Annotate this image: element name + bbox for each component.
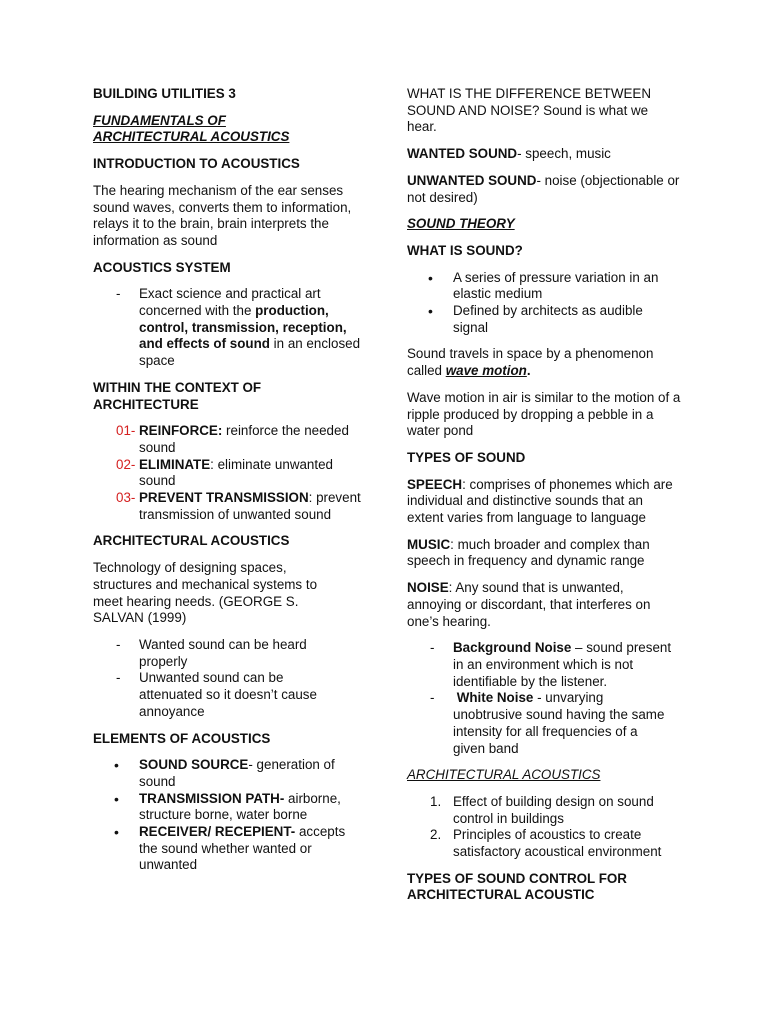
- item-text: - generation of sound: [139, 757, 335, 789]
- item-bold: MUSIC: [407, 536, 451, 552]
- what-is-sound-list: [407, 270, 681, 337]
- types-of-sound-heading: TYPES OF SOUND: [407, 449, 526, 465]
- item-text: reinforce the needed sound: [139, 423, 349, 455]
- item-text: : eliminate unwanted sound: [139, 456, 333, 489]
- elements-heading: ELEMENTS OF ACOUSTICS: [93, 730, 271, 746]
- arch-acoustics-list: [93, 637, 365, 721]
- item-bold: SOUND SOURCE: [139, 757, 249, 773]
- arch-acoustics-numbered-list: [407, 794, 681, 861]
- item-number: 1.: [430, 793, 442, 809]
- item-text: - noise (objectionable or not desired): [407, 172, 680, 205]
- item-text: Sound travels in space by a phenomenon called: [407, 346, 654, 379]
- item-text: in an enclosed space: [139, 336, 361, 369]
- elements-list: [93, 757, 365, 874]
- sound-theory-heading: SOUND THEORY: [407, 216, 515, 232]
- noise-text: [407, 580, 681, 630]
- list-item: • A series of pressure variation in an elastic medium: [407, 270, 681, 303]
- list-item: [93, 457, 365, 490]
- list-item: [93, 286, 365, 370]
- item-bold: REINFORCE:: [139, 423, 223, 439]
- sound-control-heading: TYPES OF SOUND CONTROL FOR ARCHITECTURAL ACOUSTIC: [407, 870, 627, 903]
- item-bold: RECEIVER/ RECEPIENT-: [139, 824, 296, 840]
- item-text: : comprises of phonemes which are individual and distinctive sounds that an extent varies from language to language: [407, 476, 673, 526]
- noise-list: [407, 640, 681, 757]
- topic-title: FUNDAMENTALS OF ARCHITECTURAL ACOUSTICS: [93, 112, 290, 145]
- item-emphasis: wave motion: [445, 363, 527, 379]
- item-text: airborne, structure borne, water borne: [139, 790, 341, 823]
- item-text: : Any sound that is unwanted, annoying or discordant, that interferes on one’s hearing.: [407, 580, 651, 629]
- item-number: 03-: [116, 490, 136, 506]
- list-item: [407, 827, 681, 860]
- item-text: : much broader and complex than speech in frequency and dynamic range: [407, 536, 650, 569]
- item-bold: WANTED SOUND: [407, 146, 518, 162]
- item-bold: White Noise: [453, 690, 534, 706]
- item-text: accepts the sound whether wanted or unwanted: [139, 824, 346, 873]
- right-column: [407, 86, 681, 904]
- speech-text: [407, 477, 681, 527]
- wave-analogy-text: Wave motion in air is similar to the motion of a ripple produced by dropping a pebble in a water pond: [407, 389, 681, 439]
- wanted-sound: [407, 146, 681, 163]
- what-is-sound-heading: WHAT IS SOUND?: [407, 242, 523, 258]
- unwanted-sound: [407, 173, 681, 206]
- list-item: [93, 490, 365, 523]
- context-heading: WITHIN THE CONTEXT OF ARCHITECTURE: [93, 379, 262, 412]
- list-item: [93, 791, 365, 824]
- item-bold: Background Noise: [453, 640, 572, 656]
- list-item: [407, 794, 681, 827]
- item-text: - speech, music: [517, 146, 611, 162]
- list-item: - Unwanted sound can be attenuated so it doesn’t cause annoyance: [93, 670, 339, 720]
- item-bold: TRANSMISSION PATH-: [139, 790, 285, 806]
- arch-acoustics-heading: ARCHITECTURAL ACOUSTICS: [93, 533, 290, 549]
- item-text: – sound present in an environment which is not identifiable by the listener.: [453, 640, 672, 689]
- acoustics-system-list: [93, 286, 365, 370]
- list-item: [93, 423, 365, 456]
- intro-text: The hearing mechanism of the ear senses sound waves, converts them to information, relays it to the brain, brain interprets the information as sound: [93, 182, 352, 248]
- item-number: 02-: [116, 456, 136, 472]
- list-item: [407, 640, 678, 690]
- item-bold: SPEECH: [407, 476, 463, 492]
- list-item: • Defined by architects as audible signal: [407, 303, 668, 336]
- intro-heading: INTRODUCTION TO ACOUSTICS: [93, 156, 300, 172]
- item-text: : prevent transmission of unwanted sound: [139, 490, 361, 522]
- acoustics-system-heading: ACOUSTICS SYSTEM: [93, 259, 231, 275]
- left-column: [93, 86, 365, 874]
- item-bold: UNWANTED SOUND: [407, 172, 537, 188]
- course-title: BUILDING UTILITIES 3: [93, 86, 236, 101]
- item-bold: production, control, transmission, reception, and effects of sound: [139, 303, 347, 352]
- item-bold: PREVENT TRANSMISSION: [139, 490, 309, 506]
- item-text: .: [526, 363, 531, 379]
- list-item: [407, 690, 668, 757]
- list-item: [93, 824, 365, 874]
- arch-acoustics-text: Technology of designing spaces, structures and mechanical systems to meet hearing needs. (GEORGE S. SALVAN (1999): [93, 560, 318, 626]
- item-number: 2.: [430, 827, 442, 843]
- difference-text: WHAT IS THE DIFFERENCE BETWEEN SOUND AND NOISE? Sound is what we hear.: [407, 86, 652, 135]
- context-list: [93, 423, 365, 523]
- item-bold: NOISE: [407, 580, 449, 596]
- wave-motion-text: [407, 346, 681, 379]
- item-bold: ELIMINATE: [139, 456, 211, 472]
- list-item: [93, 757, 365, 790]
- item-text: Effect of building design on sound control in buildings: [453, 793, 654, 826]
- item-text: Principles of acoustics to create satisfactory acoustical environment: [453, 827, 662, 860]
- item-number: 01-: [116, 423, 136, 439]
- list-item: - Wanted sound can be heard properly: [93, 637, 329, 670]
- item-text: Exact science and practical art concerned with the: [139, 286, 321, 319]
- arch-acoustics-heading-2: ARCHITECTURAL ACOUSTICS: [407, 767, 601, 783]
- music-text: [407, 537, 681, 570]
- item-text: - unvarying unobtrusive sound having the same intensity for all frequencies of a given band: [453, 690, 665, 756]
